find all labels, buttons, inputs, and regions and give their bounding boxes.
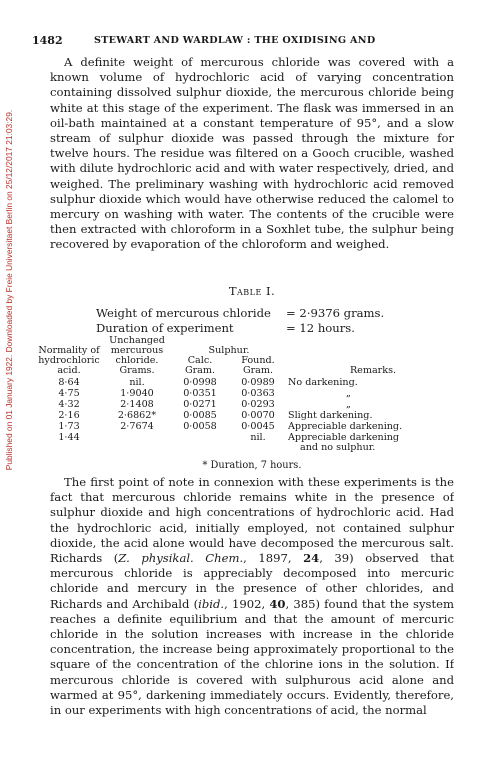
weight-label: Weight of mercurous chloride	[96, 306, 271, 320]
side-note-text: Published on 01 January 1922. Downloaded by Freie Universitaet Berlin on 25/12/2017 21:03:29.	[4, 109, 14, 471]
cell-unchanged: 2·7674	[120, 421, 154, 432]
cell-found: nil.	[250, 432, 266, 443]
cell-remarks-cont: and no sulphur.	[300, 442, 376, 453]
duration-value: = 12 hours.	[286, 321, 355, 335]
header-found-2: Gram.	[242, 365, 274, 376]
volume-number: 24	[303, 551, 320, 566]
cell-normality: 2·16	[58, 410, 80, 421]
cell-remarks: Slight darkening.	[288, 410, 373, 421]
cell-calc: 0·0058	[183, 421, 217, 432]
discussion-text-4: , 1902,	[224, 596, 270, 611]
cell-remarks: „	[346, 399, 351, 410]
weight-value: = 2·9376 grams.	[286, 306, 385, 320]
cell-found: 0·0293	[241, 399, 275, 410]
header-calc-2: Gram.	[184, 365, 216, 376]
cell-remarks: Appreciable darkening	[288, 432, 400, 443]
discussion-text-3: , 39) observed that mercurous chloride is appreciably decomposed into mercuric chloride and mercury in the presence of other chlorides, and Richards and Archibald (	[50, 551, 454, 611]
cell-remarks: No darkening.	[288, 377, 358, 388]
volume-number-2: 40	[269, 596, 286, 611]
header-calc-1: Calc.	[187, 355, 213, 366]
cell-calc: 0·0085	[183, 410, 217, 421]
header-unchanged-3: chloride.	[115, 355, 159, 366]
discussion-text-1: The first point of note in connexion with these experiments is the fact that mercurous chloride remains white in the presence of sulphur dioxide and high concentrations of hydrochloric acid. Had the hydrochloric acid, initially employed, not contained sulphur dioxide, the acid alone would have decomposed the mercurous salt. Richards (	[50, 475, 454, 566]
running-title: STEWART AND WARDLAW : THE OXIDISING AND	[94, 35, 376, 46]
paragraph-discussion	[50, 475, 454, 765]
header-unchanged-2: mercurous	[110, 345, 164, 356]
header-remarks: Remarks.	[349, 365, 397, 376]
cell-found: 0·0363	[241, 388, 275, 399]
ibid-reference: ibid.	[198, 596, 225, 611]
discussion-text-5: , 385) found that the system reaches a definite equilibrium and that the amount of mercuric chloride in the solution increases with increase in the chloride concentration, the increase being approximately proportional to the square of the concentration of the chlorine ions in the solution. If mercurous chloride is covered with sulphurous acid alone and warmed at 95°, darkening immediately occurs. Evidently, therefore, in our experiments with high concentrations of acid, the normal	[50, 596, 454, 718]
cell-normality: 1·73	[58, 421, 80, 432]
cell-calc: 0·0271	[183, 399, 217, 410]
paragraph-method: A definite weight of mercurous chloride was covered with a known volume of hydrochloric acid of varying concentration containing dissolved sulphur dioxide, the mercurous chloride being white at this stage of the experiment. The flask was immersed in an oil-bath maintained at a constant temperature of 95°, and a slow stream of sulphur dioxide was passed through the mixture for twelve hours. The residue was filtered on a Gooch crucible, washed with dilute hydrochloric acid and with water respectively, dried, and weighed. The preliminary washing with hydrochloric acid removed sulphur dioxide which would have otherwise reduced the calomel to mercury on washing with water. The contents of the crucible were then extracted with chloroform in a Soxhlet tube, the sulphur being recovered by evaporation of the chloroform and weighed.	[50, 55, 454, 252]
cell-normality: 4·75	[58, 388, 80, 399]
cell-calc: 0·0998	[183, 377, 217, 388]
cell-found: 0·0989	[241, 377, 275, 388]
header-unchanged-4: Grams.	[119, 365, 155, 376]
cell-unchanged: 2·6862*	[117, 410, 157, 421]
cell-remarks: „	[346, 388, 351, 399]
table-title: Table I.	[228, 284, 276, 298]
page-number: 1482	[32, 34, 63, 47]
results-table	[36, 330, 466, 470]
header-unchanged-1: Unchanged	[109, 335, 165, 346]
table-footnote: * Duration, 7 hours.	[202, 460, 302, 471]
cell-normality: 8·64	[58, 377, 80, 388]
header-found-1: Found.	[241, 355, 275, 366]
cell-calc: 0·0351	[183, 388, 217, 399]
duration-label: Duration of experiment	[96, 321, 234, 335]
cell-found: 0·0045	[241, 421, 275, 432]
cell-found: 0·0070	[241, 410, 275, 421]
header-sulphur: Sulphur.	[208, 345, 250, 356]
cell-normality: 1·44	[58, 432, 80, 443]
page-header	[32, 34, 452, 50]
cell-normality: 4·32	[58, 399, 80, 410]
journal-name: Z. physikal. Chem.	[118, 551, 244, 566]
cell-unchanged: 2·1408	[120, 399, 154, 410]
header-normality-2: hydrochloric	[38, 355, 100, 366]
header-normality-1: Normality of	[38, 345, 100, 356]
cell-unchanged: nil.	[129, 377, 145, 388]
cell-unchanged: 1·9040	[120, 388, 154, 399]
cell-remarks: Appreciable darkening.	[288, 421, 403, 432]
discussion-text-2: , 1897,	[243, 551, 304, 566]
header-normality-3: acid.	[57, 365, 81, 376]
publication-side-note	[2, 60, 16, 520]
